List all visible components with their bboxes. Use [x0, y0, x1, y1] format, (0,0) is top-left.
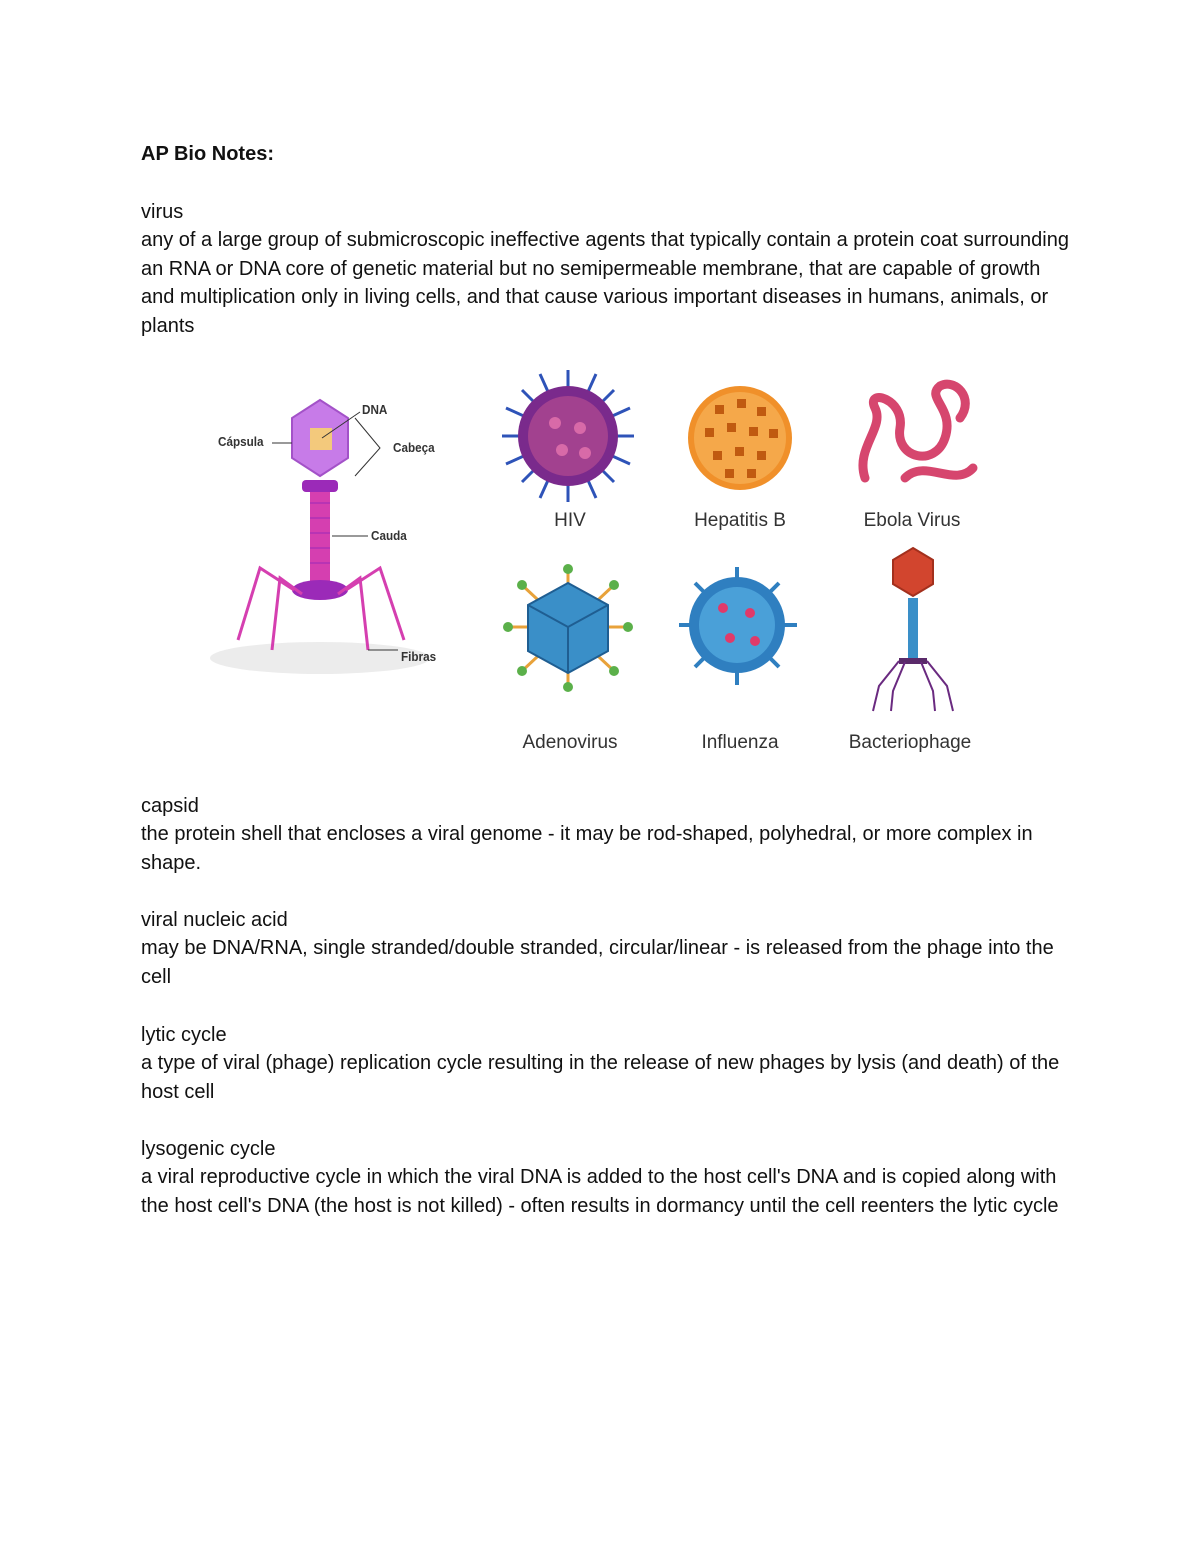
adenovirus-icon — [500, 563, 640, 693]
virus-label-adenovirus: Adenovirus — [522, 732, 618, 753]
virus-label-ebola: Ebola Virus — [863, 510, 961, 531]
phage-label-cabeca: Cabeça — [393, 440, 435, 455]
ebola-icon — [845, 378, 985, 498]
virus-label-influenza: Influenza — [701, 732, 779, 753]
influenza-icon — [675, 563, 805, 693]
hiv-icon — [500, 368, 640, 508]
term-capsid: capsid — [141, 795, 199, 817]
bacteriophage-icon — [855, 546, 975, 716]
definition-capsid: the protein shell that encloses a viral genome - it may be rod-shaped, polyhedral, or more complex in shape. — [141, 823, 1033, 874]
phage-label-capsula: Cápsula — [218, 434, 264, 449]
definition-lytic-cycle: a type of viral (phage) replication cycle resulting in the release of new phages by lysis (and death) of the host cell — [141, 1052, 1060, 1103]
term-lysogenic-cycle: lysogenic cycle — [141, 1138, 276, 1160]
phage-label-dna: DNA — [362, 402, 388, 417]
term-virus: virus — [141, 201, 184, 223]
definition-virus: any of a large group of submicroscopic ineffective agents that typically contain a protein coat surrounding an RNA or DNA core of genetic material but no semipermeable membrane, that are capable of growth and multiplication only in living cells, and that cause various important diseases in humans, animals, or plants — [141, 229, 1069, 337]
virus-label-hepatitis-b: Hepatitis B — [694, 510, 786, 531]
phage-label-cauda: Cauda — [371, 528, 407, 543]
hepatitis-b-icon — [685, 383, 805, 503]
virus-figure — [210, 368, 1010, 768]
virus-label-hiv: HIV — [554, 510, 586, 531]
virus-label-bacteriophage: Bacteriophage — [848, 732, 972, 753]
term-lytic-cycle: lytic cycle — [141, 1024, 227, 1046]
definition-viral-nucleic-acid: may be DNA/RNA, single stranded/double stranded, circular/linear - is released from the phage into the cell — [141, 937, 1054, 988]
definition-lysogenic-cycle: a viral reproductive cycle in which the viral DNA is added to the host cell's DNA and is copied along with the host cell's DNA (the host is not killed) - often results in dormancy until the cell reenters the lytic cycle — [141, 1166, 1059, 1217]
page-title: AP Bio Notes: — [141, 143, 274, 165]
phage-label-fibras: Fibras — [401, 649, 437, 664]
phage-diagram — [210, 368, 450, 688]
term-viral-nucleic-acid: viral nucleic acid — [141, 909, 288, 931]
